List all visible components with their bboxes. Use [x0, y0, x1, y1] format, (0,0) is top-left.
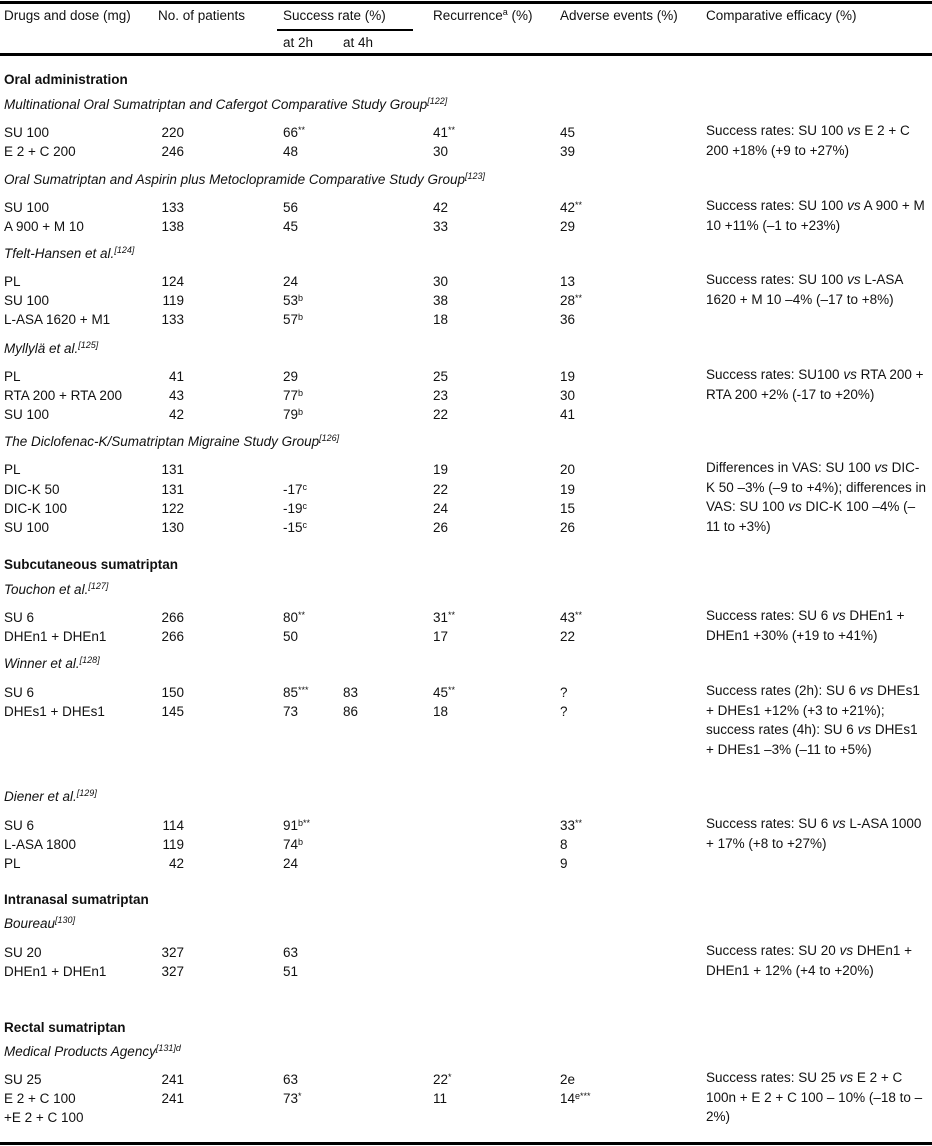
- adverse-events-cell: 20: [560, 462, 576, 477]
- recurrence-cell: 22*: [433, 1072, 452, 1087]
- recurrence-cell: 30: [433, 144, 449, 159]
- drug-cell: SU 6: [4, 818, 35, 833]
- col-header-at2h: at 2h: [283, 35, 314, 50]
- comparative-efficacy: Success rates: SU 100 vs A 900 + M 10 +11% (–1 to +23%): [706, 198, 925, 233]
- recurrence-cell: 23: [433, 388, 449, 403]
- recurrence-cell: 31**: [433, 610, 456, 625]
- study-title: Oral Sumatriptan and Aspirin plus Metoclopramide Comparative Study Group[123]: [4, 171, 485, 187]
- patients-cell: 220: [161, 125, 184, 140]
- patients-cell: 266: [161, 629, 184, 644]
- patients-cell: 327: [161, 945, 184, 960]
- drug-cell: A 900 + M 10: [4, 219, 84, 234]
- success-2h-cell: 24: [283, 856, 299, 871]
- comparative-efficacy: Success rates: SU100 vs RTA 200 + RTA 200 +2% (-17 to +20%): [706, 367, 924, 402]
- success-2h-cell: 50: [283, 629, 299, 644]
- patients-cell: 42: [168, 856, 184, 871]
- patients-cell: 133: [161, 312, 184, 327]
- comparative-efficacy: Success rates (2h): SU 6 vs DHEs1 + DHEs1 +12% (+3 to +21%); success rates (4h): SU 6 vs DHEs1 + DHEs1 –3% (–11 to +5%): [706, 683, 920, 757]
- patients-cell: 119: [162, 837, 184, 852]
- success-2h-cell: -15$^c$: [283, 520, 308, 535]
- comparative-efficacy: Success rates: SU 25 vs E 2 + C 100n + E 2 + C 100 – 10% (–18 to –2%): [706, 1070, 923, 1124]
- comparative-efficacy: Success rates: SU 6 vs L-ASA 1000 + 17% (+8 to +27%): [706, 816, 922, 851]
- patients-cell: 266: [161, 610, 184, 625]
- patients-cell: 246: [161, 144, 184, 159]
- drug-cell: DIC-K 50: [4, 482, 60, 497]
- success-2h-cell: 73*: [283, 1091, 302, 1106]
- drug-cell: DHEn1 + DHEn1: [4, 629, 107, 644]
- study-title: Diener et al.[129]: [4, 788, 97, 804]
- patients-cell: 124: [161, 274, 184, 289]
- adverse-events-cell: $14^{e***}$: [560, 1091, 591, 1106]
- patients-cell: 241: [161, 1072, 184, 1087]
- success-2h-cell: 79$^b$: [283, 407, 304, 422]
- patients-cell: 130: [161, 520, 184, 535]
- recurrence-cell: 19: [433, 462, 449, 477]
- recurrence-cell: 38: [433, 293, 449, 308]
- drug-cell: SU 25: [4, 1072, 42, 1087]
- success-2h-cell: $91^{b**}$: [283, 818, 311, 833]
- section-intranasal: Intranasal sumatriptan: [4, 892, 149, 907]
- drug-cell: DHEs1 + DHEs1: [4, 704, 105, 719]
- col-header-drugs: Drugs and dose (mg): [4, 8, 131, 23]
- patients-cell: 119: [162, 293, 184, 308]
- study-title: Touchon et al.[127]: [4, 581, 109, 597]
- comparative-efficacy: Success rates: SU 20 vs DHEn1 + DHEn1 + 12% (+4 to +20%): [706, 943, 912, 978]
- adverse-events-cell: 36: [560, 312, 576, 327]
- drug-cell: L-ASA 1800: [4, 837, 77, 852]
- recurrence-cell: 42: [433, 200, 449, 215]
- section-subcutaneous: Subcutaneous sumatriptan: [4, 557, 179, 572]
- patients-cell: 138: [161, 219, 184, 234]
- recurrence-cell: 45**: [433, 685, 456, 700]
- drug-cell: SU 100: [4, 293, 50, 308]
- adverse-events-cell: 26: [560, 520, 576, 535]
- col-header-success: Success rate (%): [283, 8, 386, 23]
- drug-cell: DHEn1 + DHEn1: [4, 964, 107, 979]
- success-2h-cell: 66**: [283, 125, 306, 140]
- success-2h-cell: 73: [283, 704, 299, 719]
- col-header-patients: No. of patients: [158, 8, 246, 23]
- adverse-events-cell: 28**: [560, 293, 583, 308]
- patients-cell: 133: [161, 200, 184, 215]
- adverse-events-cell: 33**: [560, 818, 583, 833]
- adverse-events-cell: 19: [560, 369, 576, 384]
- table-row: [0, 308, 932, 327]
- adverse-events-cell: 42**: [560, 200, 583, 215]
- success-2h-cell: 24: [283, 274, 299, 289]
- patients-cell: 241: [161, 1091, 184, 1106]
- success-2h-cell: 48: [283, 144, 299, 159]
- recurrence-cell: 25: [433, 369, 449, 384]
- success-2h-cell: -19$^c$: [283, 501, 308, 516]
- drug-cell: PL: [4, 462, 21, 477]
- success-2h-cell: 45: [283, 219, 299, 234]
- study-title: Multinational Oral Sumatriptan and Cafergot Comparative Study Group[122]: [4, 96, 448, 112]
- success-2h-cell: 63: [283, 945, 299, 960]
- study-title: Boureau[130]: [4, 915, 76, 931]
- success-2h-cell: 57$^b$: [283, 312, 304, 327]
- col-header-comparative: Comparative efficacy (%): [706, 8, 857, 23]
- success-2h-cell: 63: [283, 1072, 299, 1087]
- comparative-efficacy: Success rates: SU 6 vs DHEn1 + DHEn1 +30% (+19 to +41%): [706, 608, 905, 643]
- success-2h-cell: 85***: [283, 685, 309, 700]
- success-2h-cell: 53$^b$: [283, 293, 304, 308]
- drug-cell: E 2 + C 200: [4, 144, 76, 159]
- drug-cell: RTA 200 + RTA 200: [4, 388, 122, 403]
- drug-cell: E 2 + C 100: [4, 1091, 76, 1106]
- patients-cell: 122: [161, 501, 184, 516]
- success-2h-cell: 29: [283, 369, 299, 384]
- adverse-events-cell: 15: [560, 501, 576, 516]
- drug-cell: SU 6: [4, 685, 35, 700]
- recurrence-cell: 41**: [433, 125, 456, 140]
- col-header-adverse: Adverse events (%): [560, 8, 678, 23]
- section-oral: Oral administration: [4, 72, 128, 87]
- success-2h-cell: 51: [283, 964, 299, 979]
- adverse-events-cell: 45: [560, 125, 576, 140]
- success-4h-cell: 83: [343, 685, 359, 700]
- drug-cell: SU 100: [4, 520, 50, 535]
- drug-cell: DIC-K 100: [4, 501, 68, 516]
- adverse-events-cell: 30: [560, 388, 576, 403]
- drug-cell: L-ASA 1620 + M1: [4, 312, 111, 327]
- adverse-events-cell: 9: [560, 856, 568, 871]
- adverse-events-cell: ?: [560, 685, 568, 700]
- col-header-recurrence: Recurrence$^a$ (%): [433, 7, 533, 23]
- patients-cell: 114: [162, 818, 184, 833]
- adverse-events-cell: 43**: [560, 610, 583, 625]
- drug-cell: +E 2 + C 100: [4, 1110, 84, 1125]
- table-bottom-rule: [0, 1142, 932, 1145]
- patients-cell: 150: [161, 685, 184, 700]
- drug-cell: SU 100: [4, 200, 50, 215]
- success-rate-underline: [277, 29, 413, 31]
- adverse-events-cell: 8: [560, 837, 568, 852]
- study-title: Winner et al.[128]: [4, 655, 100, 671]
- drug-cell: SU 6: [4, 610, 35, 625]
- recurrence-cell: 18: [433, 704, 449, 719]
- study-title: The Diclofenac-K/Sumatriptan Migraine Study Group[126]: [4, 433, 340, 449]
- recurrence-cell: 24: [433, 501, 449, 516]
- recurrence-cell: 30: [433, 274, 449, 289]
- patients-cell: 131: [161, 482, 184, 497]
- recurrence-cell: 22: [433, 407, 449, 422]
- adverse-events-cell: 39: [560, 144, 576, 159]
- recurrence-cell: 26: [433, 520, 449, 535]
- recurrence-cell: 11: [433, 1091, 448, 1106]
- col-header-at4h: at 4h: [343, 35, 374, 50]
- table-top-rule: [0, 1, 932, 4]
- table-header-rule: [0, 53, 932, 56]
- recurrence-cell: 33: [433, 219, 449, 234]
- patients-cell: 131: [161, 462, 184, 477]
- adverse-events-cell: ?: [560, 704, 568, 719]
- success-4h-cell: 86: [343, 704, 359, 719]
- adverse-events-cell: 29: [560, 219, 576, 234]
- adverse-events-cell: 41: [560, 407, 576, 422]
- success-2h-cell: 80**: [283, 610, 306, 625]
- recurrence-cell: 17: [433, 629, 449, 644]
- study-title: Medical Products Agency$^{[131]d}$: [4, 1043, 181, 1059]
- drug-cell: PL: [4, 369, 21, 384]
- recurrence-cell: 22: [433, 482, 449, 497]
- table-row: [0, 403, 932, 422]
- success-2h-cell: 56: [283, 200, 299, 215]
- adverse-events-cell: 2e: [560, 1072, 576, 1087]
- adverse-events-cell: 19: [560, 482, 576, 497]
- adverse-events-cell: 22: [560, 629, 576, 644]
- patients-cell: 41: [168, 369, 184, 384]
- patients-cell: 43: [168, 388, 184, 403]
- success-2h-cell: 74$^b$: [283, 837, 304, 852]
- patients-cell: 42: [168, 407, 184, 422]
- drug-cell: SU 100: [4, 407, 50, 422]
- patients-cell: 145: [161, 704, 184, 719]
- drug-cell: SU 100: [4, 125, 50, 140]
- comparative-efficacy: Differences in VAS: SU 100 vs DIC-K 50 –3% (–9 to +4%); differences in VAS: SU 100 vs DIC-K 100 –4% (–11 to +3%): [706, 460, 927, 534]
- drug-cell: SU 20: [4, 945, 42, 960]
- drug-cell: PL: [4, 856, 21, 871]
- adverse-events-cell: 13: [560, 274, 576, 289]
- section-rectal: Rectal sumatriptan: [4, 1020, 126, 1035]
- study-title: Tfelt-Hansen et al.[124]: [4, 245, 135, 261]
- comparative-efficacy: Success rates: SU 100 vs L-ASA 1620 + M 10 –4% (–17 to +8%): [706, 272, 903, 307]
- drug-cell: PL: [4, 274, 21, 289]
- recurrence-cell: 18: [433, 312, 449, 327]
- patients-cell: 327: [161, 964, 184, 979]
- comparative-efficacy: Success rates: SU 100 vs E 2 + C 200 +18% (+9 to +27%): [706, 123, 910, 158]
- study-title: Myllylä et al.[125]: [4, 340, 99, 356]
- success-2h-cell: 77$^b$: [283, 388, 304, 403]
- success-2h-cell: -17$^c$: [283, 482, 308, 497]
- table-row: [0, 852, 932, 871]
